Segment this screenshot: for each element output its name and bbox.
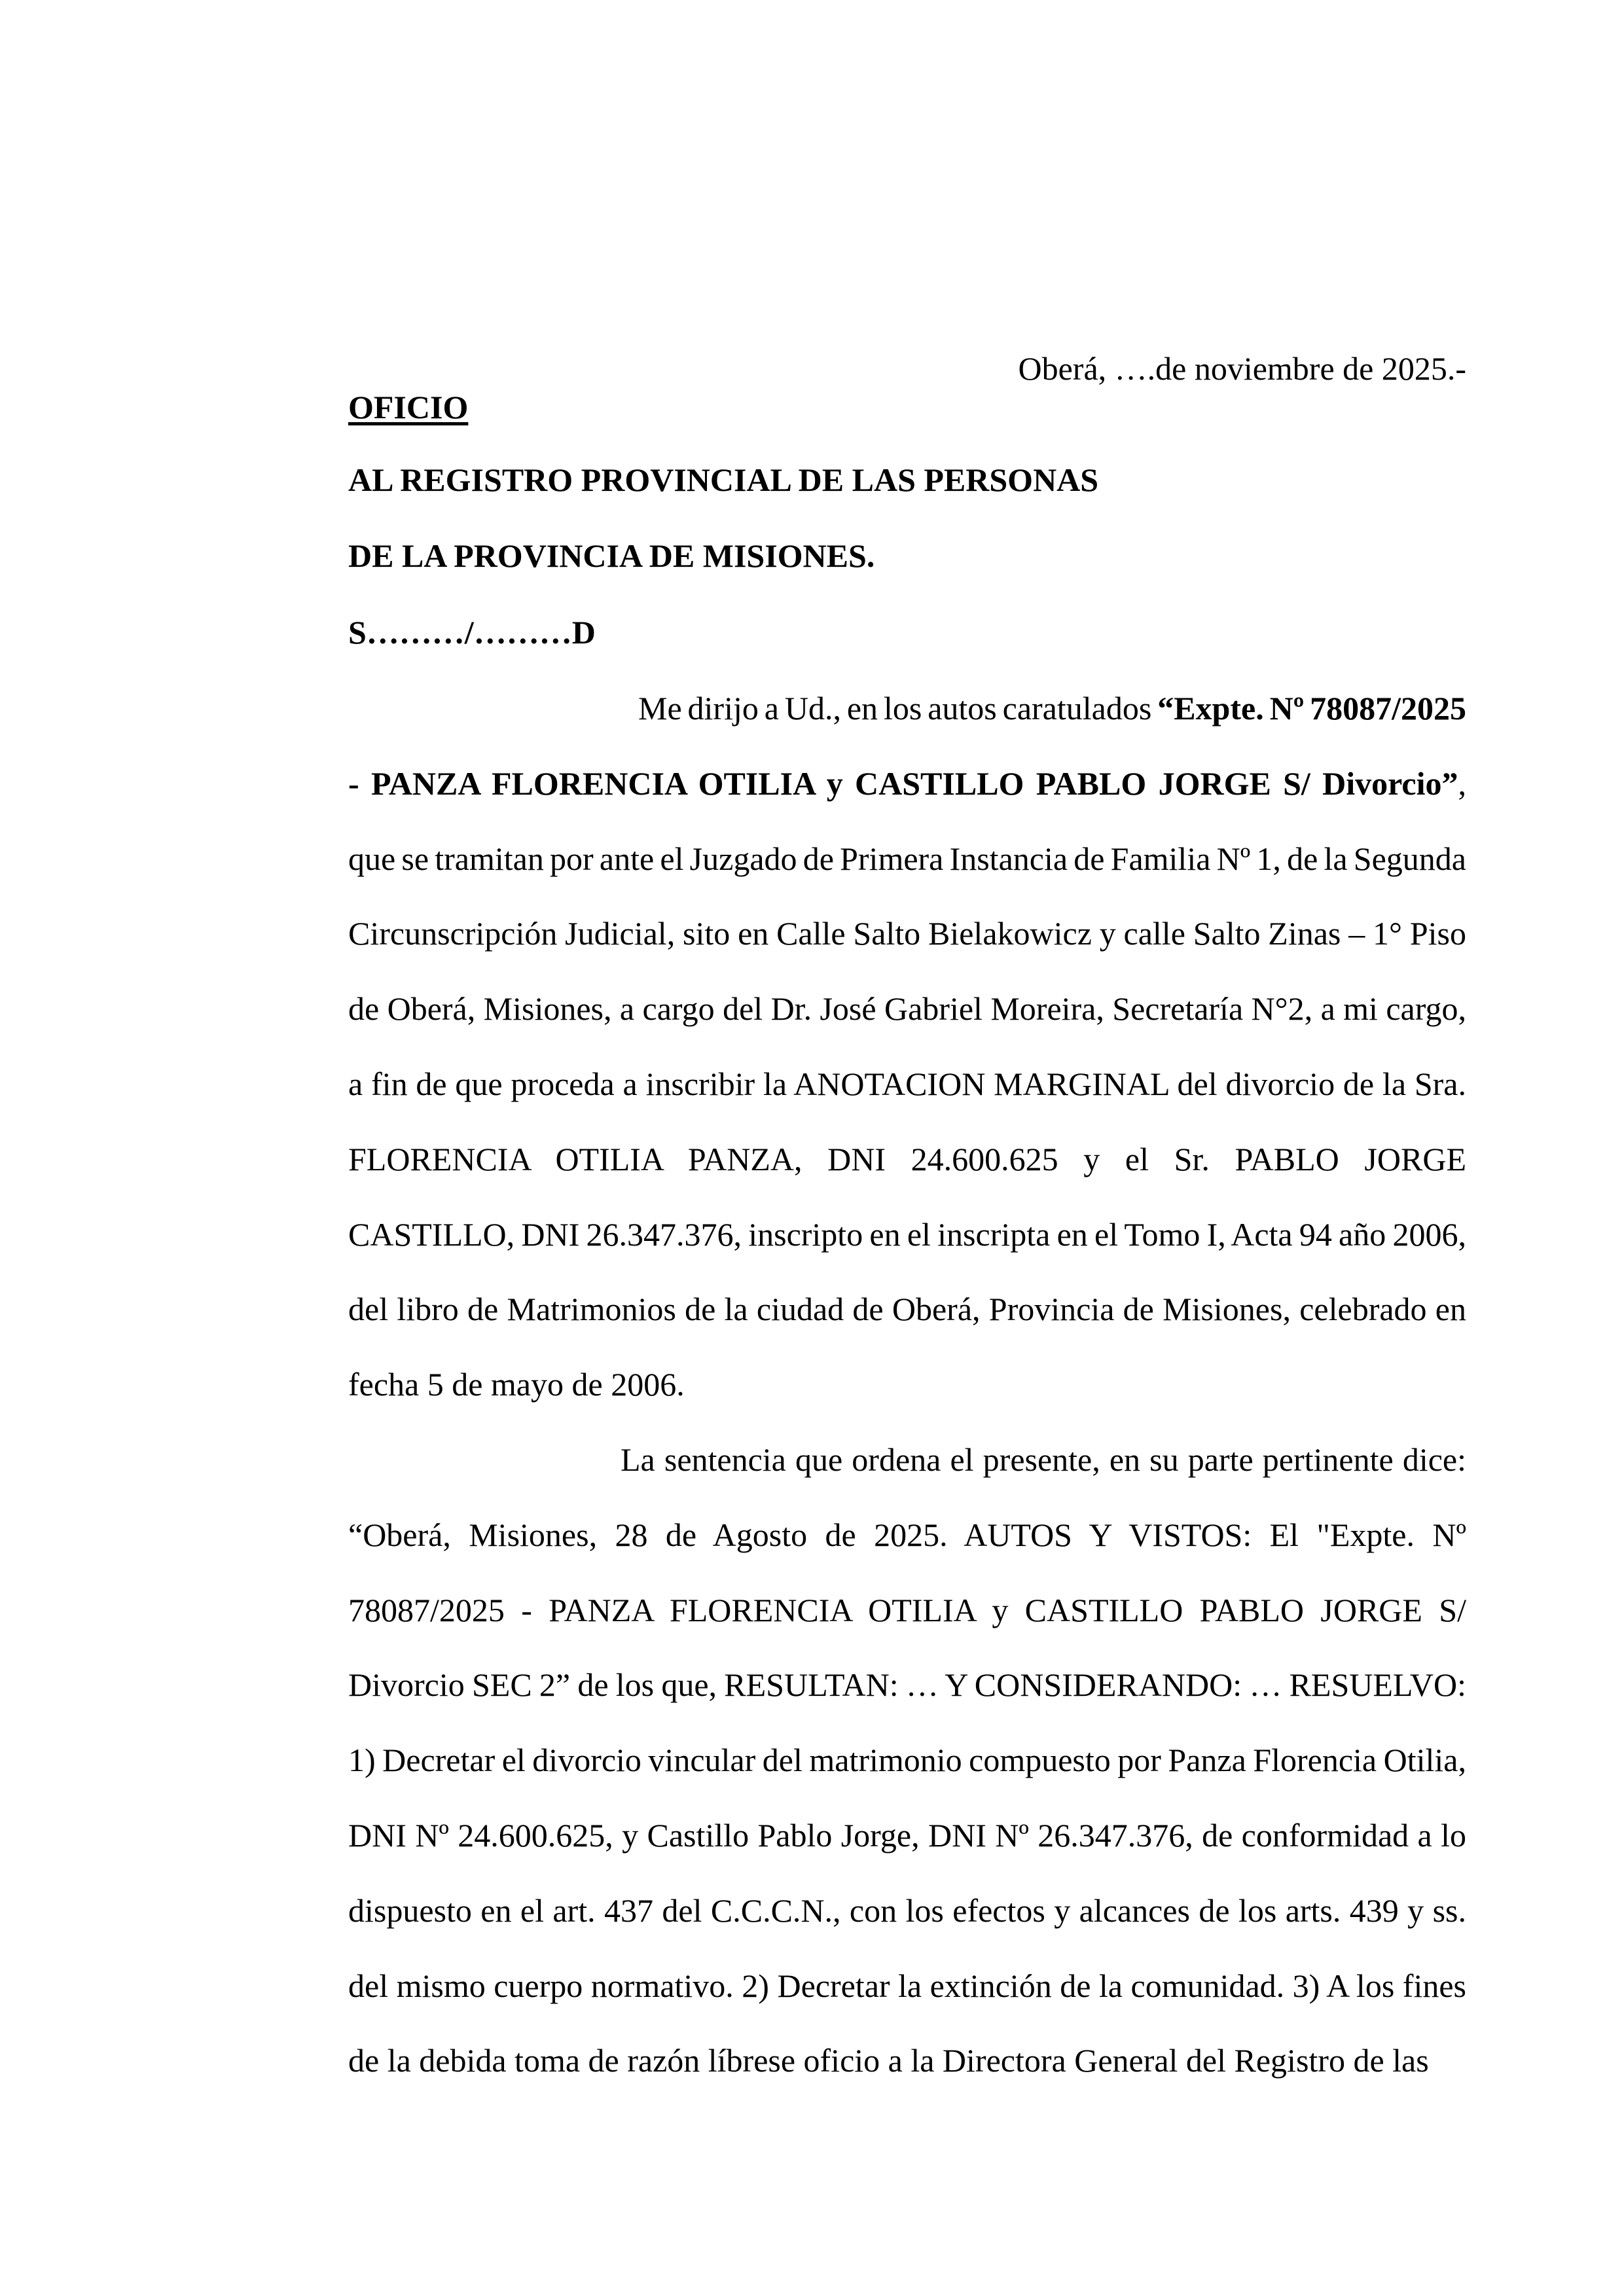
text-line <box>348 1139 1466 1179</box>
bold-text-segment: - PANZA FLORENCIA OTILIA y CASTILLO PABLO JORGE S/ Divorcio” <box>348 764 1458 802</box>
text-segment: Divorcio SEC 2” de los que, RESULTAN: … Y CONSIDERANDO: … RESUELVO: <box>348 1666 1466 1704</box>
text-line <box>348 764 1466 803</box>
text-line <box>348 1515 1466 1554</box>
text-line <box>348 1740 1466 1780</box>
text-segment: 78087/2025 - PANZA FLORENCIA OTILIA y CASTILLO PABLO JORGE S/ <box>348 1591 1466 1628</box>
text-segment: FLORENCIA OTILIA PANZA, DNI 24.600.625 y el Sr. PABLO JORGE <box>348 1140 1466 1177</box>
text-line <box>348 914 1466 953</box>
text-segment: de Oberá, Misiones, a cargo del Dr. José Gabriel Moreira, Secretaría N°2, a mi cargo, <box>348 990 1466 1028</box>
text-line <box>348 1590 1466 1630</box>
text-segment: fecha 5 de mayo de 2006. <box>348 1366 685 1403</box>
text-line <box>348 1365 685 1404</box>
document-date: Oberá, ….de noviembre de 2025.- <box>1018 350 1466 387</box>
text-segment: 1) Decretar el divorcio vincular del matrimonio compuesto por Panza Florencia Otilia, <box>348 1742 1466 1779</box>
bold-text-segment: “Expte. Nº 78087/2025 <box>1157 690 1466 726</box>
text-segment: Circunscripción Judicial, sito en Calle Salto Bielakowicz y calle Salto Zinas – 1° Piso <box>348 915 1466 952</box>
text-line <box>348 989 1466 1028</box>
addressee-line-2: DE LA PROVINCIA DE MISIONES. <box>348 537 875 574</box>
text-segment: del libro de Matrimonios de la ciudad de Oberá, Provincia de Misiones, celebrado en <box>348 1291 1466 1328</box>
addressee-line-1: AL REGISTRO PROVINCIAL DE LAS PERSONAS <box>348 461 1099 498</box>
text-segment: CASTILLO, DNI 26.347.376, inscripto en el inscripta en el Tomo I, Acta 94 año 2006, <box>348 1215 1466 1253</box>
text-line <box>638 689 1466 728</box>
text-line <box>348 1816 1466 1855</box>
text-line <box>348 1215 1466 1254</box>
salutation: S………/………D <box>348 614 596 651</box>
text-segment: dispuesto en el art. 437 del C.C.C.N., con los efectos y alcances de los arts. 439 y ss. <box>348 1892 1466 1929</box>
text-line <box>348 1891 1466 1930</box>
text-segment: que se tramitan por ante el Juzgado de Primera Instancia de Familia Nº 1, de la Segunda <box>348 840 1466 877</box>
text-line <box>621 1440 1466 1479</box>
text-line <box>348 2041 1429 2080</box>
text-segment: Me dirijo a Ud., en los autos caratulados <box>638 690 1158 726</box>
text-segment: , <box>1458 764 1466 802</box>
document-title: OFICIO <box>348 389 469 425</box>
text-segment: a fin de que proceda a inscribir la ANOTACION MARGINAL del divorcio de la Sra. <box>348 1066 1466 1102</box>
text-line <box>348 1665 1466 1704</box>
text-segment: DNI Nº 24.600.625, y Castillo Pablo Jorge, DNI Nº 26.347.376, de conformidad a lo <box>348 1817 1466 1854</box>
text-line <box>348 839 1466 878</box>
text-segment: del mismo cuerpo normativo. 2) Decretar la extinción de la comunidad. 3) A los fines <box>348 1967 1466 2004</box>
text-segment: de la debida toma de razón líbrese oficio a la Directora General del Registro de las <box>348 2042 1429 2079</box>
text-segment: “Oberá, Misiones, 28 de Agosto de 2025. AUTOS Y VISTOS: El "Expte. Nº <box>348 1516 1466 1553</box>
text-line <box>348 1966 1466 2005</box>
text-segment: La sentencia que ordena el presente, en su parte pertinente dice: <box>621 1441 1466 1478</box>
text-line <box>348 1064 1466 1103</box>
text-line <box>348 1289 1466 1329</box>
